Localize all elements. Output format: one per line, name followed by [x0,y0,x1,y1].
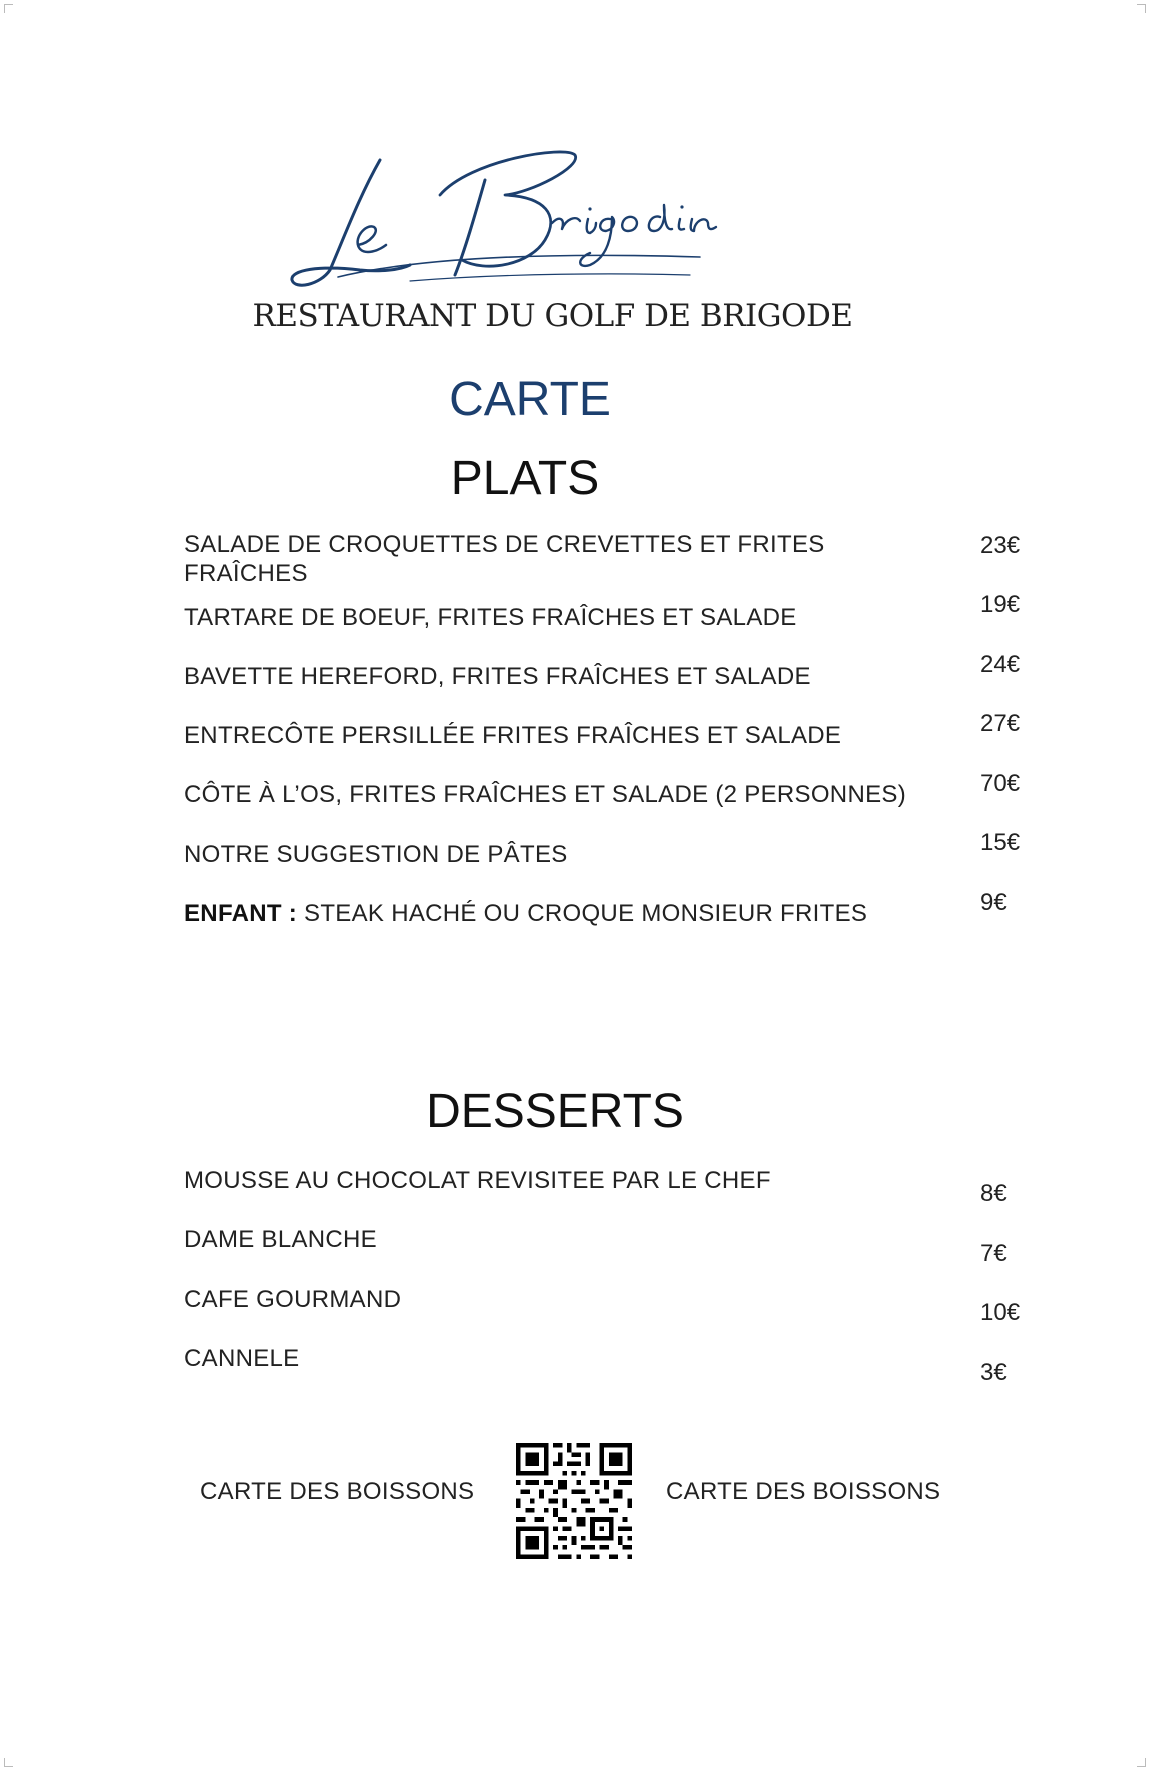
dessert-item-name: DAME BLANCHE [184,1226,377,1253]
drinks-menu-link-right[interactable]: CARTE DES BOISSONS [666,1478,941,1505]
dessert-item-price: 3€ [980,1359,1007,1386]
crop-mark-bottom-left [4,1758,13,1767]
dessert-item-name: CANNELE [184,1345,300,1372]
dessert-item-price: 10€ [980,1299,1021,1326]
plats-heading: PLATS [450,452,600,505]
plat-item-name: SALADE DE CROQUETTES DE CREVETTES ET FRITES FRAÎCHES [184,531,825,587]
plat-item-enfant [184,899,944,928]
plat-item-name: ENTRECÔTE PERSILLÉE FRITES FRAÎCHES ET SALADE [184,722,842,749]
drinks-menu-link-left[interactable]: CARTE DES BOISSONS [200,1478,475,1505]
restaurant-logo [290,135,780,305]
dessert-item-price: 7€ [980,1240,1007,1267]
carte-heading: CARTE [449,373,611,426]
crop-mark-top-left [4,4,13,13]
plat-item-price: 9€ [980,889,1007,916]
dessert-item-price: 8€ [980,1180,1007,1207]
plat-item-name: TARTARE DE BOEUF, FRITES FRAÎCHES ET SALADE [184,604,797,631]
plat-item-name: BAVETTE HEREFORD, FRITES FRAÎCHES ET SALADE [184,663,811,690]
qr-code-icon[interactable] [516,1443,632,1559]
desserts-heading: DESSERTS [426,1085,684,1138]
dessert-item-name: MOUSSE AU CHOCOLAT REVISITEE PAR LE CHEF [184,1167,771,1194]
crop-mark-bottom-right [1137,1758,1146,1767]
plat-item-price: 27€ [980,710,1021,737]
crop-mark-top-right [1137,4,1146,13]
dessert-item-name: CAFE GOURMAND [184,1286,402,1313]
plat-item-price: 23€ [980,532,1021,559]
plat-item-price: 19€ [980,591,1021,618]
restaurant-subtitle: RESTAURANT DU GOLF DE BRIGODE [252,298,853,334]
plat-item-name: STEAK HACHÉ OU CROQUE MONSIEUR FRITES [297,900,868,927]
plat-item-price: 70€ [980,770,1021,797]
enfant-label: ENFANT : [184,900,298,927]
plat-item-price: 24€ [980,651,1021,678]
plat-item-price: 15€ [980,829,1021,856]
plat-item-name: CÔTE À L’OS, FRITES FRAÎCHES ET SALADE (2 PERSONNES) [184,781,906,808]
plat-item-name: NOTRE SUGGESTION DE PÂTES [184,841,568,868]
